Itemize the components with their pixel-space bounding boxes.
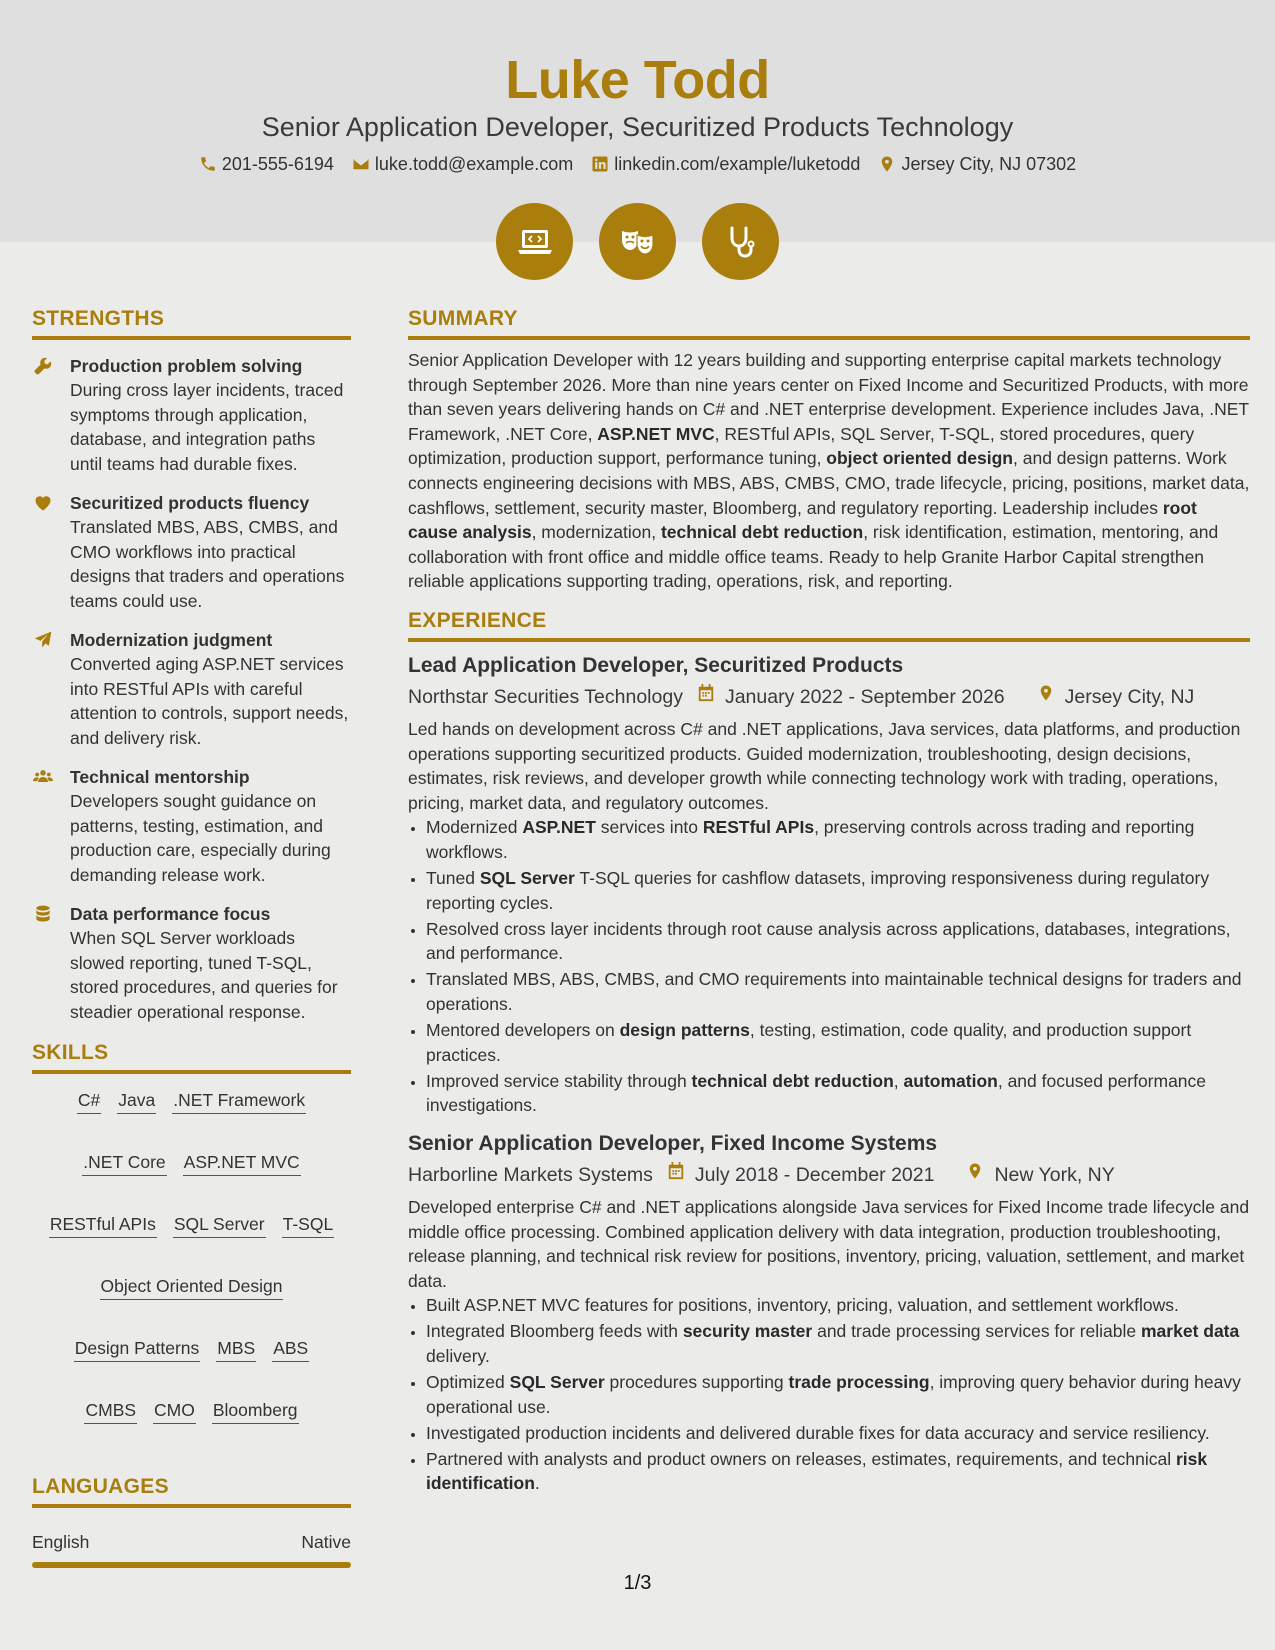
text-run: , risk identification, estimation, mentoring, and collaboration with front office and middle office teams. Ready to help Granite Harbor Capital strengthen reliable applications supporting trading, operations, risk, and reporting. xyxy=(408,522,1219,592)
skill-tag: SQL Server xyxy=(173,1212,266,1238)
bold-text: risk identification xyxy=(426,1448,1208,1494)
summary-text xyxy=(408,348,1250,594)
job-location: Jersey City, NJ xyxy=(1064,685,1195,708)
strength-item xyxy=(32,354,351,476)
job-bullets xyxy=(408,815,1250,1118)
heart-icon xyxy=(32,491,56,613)
map-pin-icon xyxy=(1023,683,1065,711)
job-meta xyxy=(408,683,1250,711)
bold-text: trade processing xyxy=(788,1372,930,1393)
text-run: Modernized xyxy=(426,817,523,838)
skill-tag: T-SQL xyxy=(282,1212,335,1238)
text-run: delivery. xyxy=(426,1346,490,1366)
bold-text: root cause analysis xyxy=(408,497,1197,543)
bold-text: technical debt reduction xyxy=(691,1070,894,1091)
skill-tag: CMO xyxy=(153,1398,196,1424)
strength-desc: During cross layer incidents, traced symptoms through application, database, and integration paths until teams had durable fixes. xyxy=(70,380,344,474)
linkedin-text: linkedin.com/example/luketodd xyxy=(614,154,861,174)
job-bullet xyxy=(426,1069,1250,1118)
map-pin-icon xyxy=(952,1161,994,1189)
strength-title: Data performance focus xyxy=(70,904,271,924)
text-run: , and focused performance investigations. xyxy=(426,1070,1207,1116)
skill-tag: C# xyxy=(77,1088,101,1114)
text-run: Senior Application Developer with 12 years building and supporting enterprise capital markets technology through September 2026. More than nine years center on Fixed Income and Securitized Products, with more than seven years delivering hands on C# and .NET enterprise development. Experience includes Java, .NET Framework, .NET Core, xyxy=(408,350,1249,444)
left-column xyxy=(32,306,351,1568)
strengths-list xyxy=(32,354,351,1024)
phone-text: 201-555-6194 xyxy=(221,154,334,174)
page-number: 1/3 xyxy=(623,1572,652,1594)
calendar-icon xyxy=(683,683,725,711)
job-bullet xyxy=(426,866,1250,915)
text-run: Improved service stability through xyxy=(426,1070,692,1091)
text-run: Integrated Bloomberg feeds with xyxy=(426,1321,683,1342)
skill-tag: .NET Core xyxy=(82,1150,166,1176)
language-level: Native xyxy=(301,1532,351,1552)
strength-title: Modernization judgment xyxy=(70,630,273,650)
email-text: luke.todd@example.com xyxy=(374,154,574,174)
job-title: Lead Application Developer, Securitized Products xyxy=(408,653,904,677)
text-run: services into xyxy=(595,817,703,838)
laptop-code-icon xyxy=(496,203,573,280)
strength-item xyxy=(32,765,351,887)
calendar-icon xyxy=(653,1161,695,1189)
contact-bar xyxy=(0,152,1275,176)
wrench-icon xyxy=(32,354,56,476)
job-bullet xyxy=(426,1447,1250,1496)
skill-tag: Object Oriented Design xyxy=(100,1274,284,1300)
text-run: T-SQL queries for cashflow datasets, improving responsiveness during regulatory reporting cycles. xyxy=(426,868,1210,913)
bold-text: technical debt reduction xyxy=(660,522,864,543)
strength-item xyxy=(32,628,351,750)
text-run: Partnered with analysts and product owners on releases, estimates, requirements, and technical xyxy=(426,1448,1176,1469)
text-run: , modernization, xyxy=(531,522,661,543)
theater-masks-icon xyxy=(599,203,676,280)
strength-title: Production problem solving xyxy=(70,356,303,376)
job-location: New York, NY xyxy=(994,1163,1115,1186)
bold-text: SQL Server xyxy=(479,868,575,888)
skills-heading: SKILLS xyxy=(32,1040,351,1074)
candidate-headline: Senior Application Developer, Securitized Products Technology xyxy=(261,112,1014,142)
skills-list xyxy=(32,1088,351,1424)
job-bullets xyxy=(408,1293,1250,1496)
strength-desc: Translated MBS, ABS, CMBS, and CMO workflows into practical designs that traders and operations teams could use. xyxy=(70,517,345,611)
text-run: Built ASP.NET MVC features for positions, inventory, pricing, valuation, and settlement workflows. xyxy=(426,1295,1179,1316)
job-company: Harborline Markets Systems xyxy=(408,1163,653,1186)
bold-text: automation xyxy=(903,1070,998,1091)
database-icon xyxy=(32,902,56,1024)
text-run: and trade processing services for reliable xyxy=(812,1321,1141,1342)
job-entry xyxy=(408,1130,1250,1496)
skill-tag: Java xyxy=(117,1088,156,1114)
job-bullet xyxy=(426,1370,1250,1419)
stethoscope-icon xyxy=(702,203,779,280)
bold-text: security master xyxy=(682,1321,813,1342)
phone-icon xyxy=(199,155,217,173)
languages-heading: LANGUAGES xyxy=(32,1474,351,1508)
job-title: Senior Application Developer, Fixed Income Systems xyxy=(408,1131,938,1155)
language-name: English xyxy=(32,1532,90,1552)
jobs-list xyxy=(408,652,1250,1496)
skill-tag: .NET Framework xyxy=(172,1088,306,1114)
text-run: , preserving controls across trading and reporting workflows. xyxy=(426,817,1195,862)
strength-title: Securitized products fluency xyxy=(70,493,310,513)
bold-text: SQL Server xyxy=(509,1372,605,1393)
job-description: Led hands on development across C# and .NET applications, Java services, data platforms, and production operations supporting securitized products. Guided modernization, troubleshooting, design decisions, estimates, risk reviews, and developer growth while connecting technology work with trading, operations, pricing, market data, and regulatory outcomes. xyxy=(408,718,1241,813)
right-column xyxy=(408,306,1250,1498)
candidate-name: Luke Todd xyxy=(505,50,770,110)
job-bullet xyxy=(426,1293,1250,1318)
envelope-icon xyxy=(352,155,370,173)
job-dates: January 2022 - September 2026 xyxy=(724,685,1005,708)
language-proficiency-bar xyxy=(32,1562,351,1568)
job-dates: July 2018 - December 2021 xyxy=(694,1163,935,1186)
bold-text: object oriented design xyxy=(826,448,1013,469)
skill-tag: MBS xyxy=(216,1336,256,1362)
strength-desc: When SQL Server workloads slowed reporting, tuned T-SQL, stored procedures, and queries for steadier operational response. xyxy=(70,928,338,1022)
text-run: , xyxy=(893,1070,904,1091)
job-company: Northstar Securities Technology xyxy=(408,685,683,708)
bold-text: RESTful APIs xyxy=(702,817,815,838)
skill-tag: ASP.NET MVC xyxy=(183,1150,301,1176)
paper-plane-icon xyxy=(32,628,56,750)
strength-desc: Developers sought guidance on patterns, testing, estimation, and production care, especially during demanding release work. xyxy=(70,791,331,885)
users-icon xyxy=(32,765,56,887)
map-pin-icon xyxy=(878,155,896,173)
skill-tag: Design Patterns xyxy=(74,1336,201,1362)
text-run: Mentored developers on xyxy=(426,1020,620,1041)
bold-text: ASP.NET xyxy=(522,817,596,838)
text-run: Tuned xyxy=(426,868,480,888)
skill-tag: Bloomberg xyxy=(212,1398,299,1424)
contact-phone[interactable] xyxy=(199,152,334,176)
location-text: Jersey City, NJ 07302 xyxy=(901,154,1077,174)
strength-item xyxy=(32,902,351,1024)
text-run: , RESTful APIs, SQL Server, T-SQL, stored procedures, query optimization, production support, performance tuning, xyxy=(408,423,1195,469)
summary-heading: SUMMARY xyxy=(408,306,1250,340)
strengths-heading: STRENGTHS xyxy=(32,306,351,340)
linkedin-icon xyxy=(591,155,609,173)
contact-location xyxy=(878,152,1076,176)
skill-tag: CMBS xyxy=(84,1398,137,1424)
strength-title: Technical mentorship xyxy=(70,767,250,787)
job-bullet xyxy=(426,1421,1250,1446)
bold-text: market data xyxy=(1141,1321,1240,1342)
job-bullet xyxy=(426,1018,1250,1067)
badge-row xyxy=(0,203,1275,280)
experience-heading: EXPERIENCE xyxy=(408,608,1250,642)
text-run: . xyxy=(534,1473,540,1494)
job-bullet xyxy=(426,917,1250,966)
text-run: Optimized xyxy=(426,1372,510,1393)
skill-tag: ABS xyxy=(272,1336,309,1362)
text-run: procedures supporting xyxy=(604,1372,789,1393)
text-run: Translated MBS, ABS, CMBS, and CMO requirements into maintainable technical designs for traders and operations. xyxy=(426,969,1242,1014)
bold-text: ASP.NET MVC xyxy=(597,423,715,444)
job-meta xyxy=(408,1161,1250,1189)
bold-text: design patterns xyxy=(619,1020,750,1041)
job-bullet xyxy=(426,967,1250,1016)
text-run: , and design patterns. Work connects engineering decisions with MBS, ABS, CMBS, CMO, trade lifecycle, pricing, positions, market data, cashflows, settlement, security master, Bloomberg, and regulatory reporting. Leadership includes xyxy=(408,448,1250,518)
text-run: Investigated production incidents and delivered durable fixes for data accuracy and service resiliency. xyxy=(426,1422,1210,1443)
job-entry xyxy=(408,652,1250,1118)
text-run: Resolved cross layer incidents through root cause analysis across applications, databases, integrations, and performance. xyxy=(426,918,1231,964)
contact-email[interactable] xyxy=(352,152,573,176)
strength-item xyxy=(32,491,351,613)
contact-linkedin[interactable] xyxy=(591,152,860,176)
strength-desc: Converted aging ASP.NET services into RESTful APIs with careful attention to controls, support needs, and delivery risk. xyxy=(70,654,349,748)
skill-tag: RESTful APIs xyxy=(49,1212,157,1238)
job-description: Developed enterprise C# and .NET applications alongside Java services for Fixed Income trade lifecycle and middle office processing. Combined application delivery with data integration, production troubleshooting, release planning, and technical risk review for positions, inventory, pricing, valuation, settlement, and market data. xyxy=(408,1196,1250,1291)
text-run: , testing, estimation, code quality, and production support practices. xyxy=(426,1020,1192,1065)
text-run: , improving query behavior during heavy operational use. xyxy=(426,1372,1241,1417)
job-bullet xyxy=(426,1319,1250,1368)
language-row xyxy=(32,1530,351,1554)
job-bullet xyxy=(426,815,1250,864)
